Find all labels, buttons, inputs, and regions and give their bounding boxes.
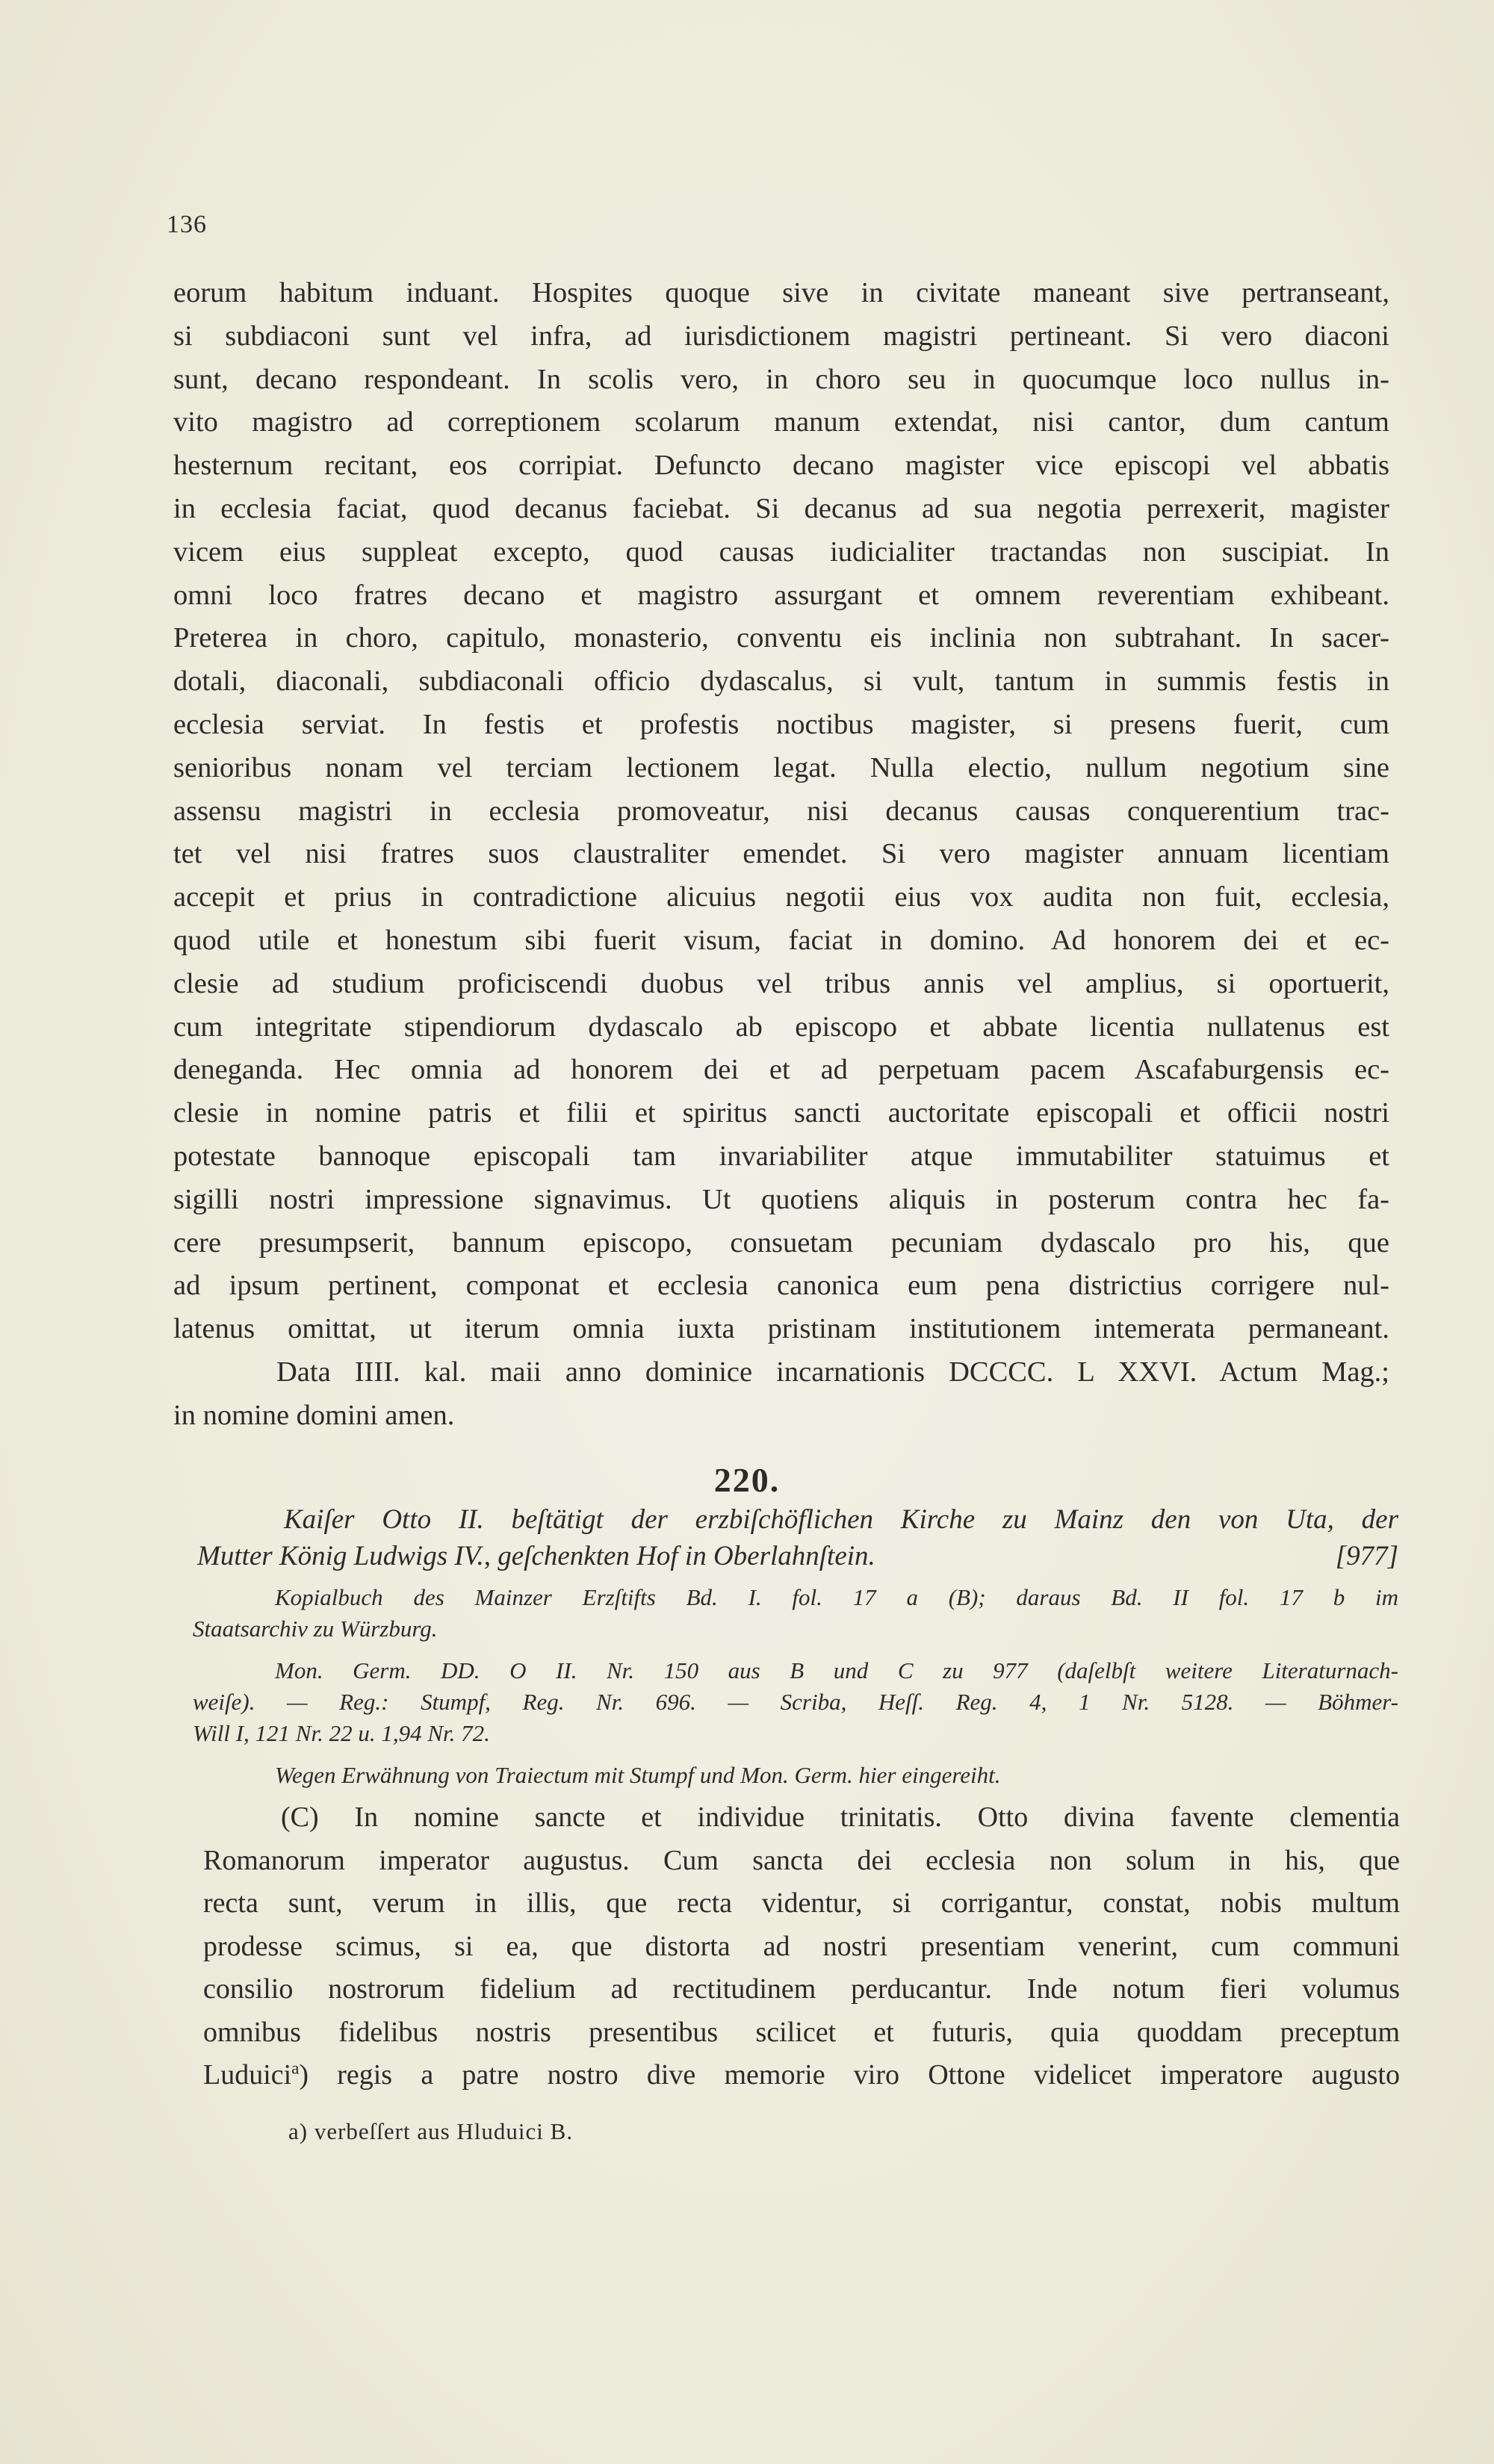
text-line: vicem eius suppleat excepto, quod causas iudicialiter tractandas non suscipiat. In [173, 536, 1389, 568]
document-number: 220. [713, 1461, 781, 1499]
source-line: weiſe). — Reg.: Stumpf, Reg. Nr. 696. — Scriba, Heſſ. Reg. 4, 1 Nr. 5128. — Böhmer- [193, 1689, 1398, 1715]
charter-line-start: Luduici [203, 2059, 292, 2091]
text-line: ecclesia serviat. In festis et profestis noctibus magister, si presens fuerit, cum [173, 708, 1389, 740]
rubric-line [197, 1538, 1398, 1574]
footnote-marker: a [291, 2058, 300, 2078]
source-line: Staatsarchiv zu Würzburg. [193, 1616, 438, 1642]
text-line: ad ipsum pertinent, componat et ecclesia canonica eum pena districtius corrigere nul- [173, 1270, 1389, 1302]
text-line: potestate bannoque episcopali tam invariabiliter atque immutabiliter statuimus et [173, 1140, 1389, 1172]
footnote: a) verbeſſert aus Hluduici B. [288, 2118, 574, 2144]
dating-line: Data IIII. kal. maii anno dominice incarnationis DCCCC. L XXVI. Actum Mag.; [276, 1356, 1389, 1388]
text-line: clesie in nomine patris et filii et spiritus sancti auctoritate episcopali et officii nostri [173, 1097, 1389, 1129]
text-line: latenus omittat, ut iterum omnia iuxta pristinam institutionem intemerata permaneant. [173, 1313, 1389, 1345]
charter-line: Romanorum imperator augustus. Cum sancta dei ecclesia non solum in his, que [203, 1844, 1400, 1876]
text-line: Preterea in choro, capitulo, monasterio, conventu eis inclinia non subtrahant. In sacer- [173, 622, 1389, 654]
charter-line-rest: ) regis a patre nostro dive memorie viro Ottone videlicet imperatore augusto [299, 2059, 1400, 2091]
text-line: sunt, decano respondeant. In scolis vero, in choro seu in quocumque loco nullus in- [173, 363, 1389, 395]
rubric-date: [977] [1335, 1541, 1398, 1571]
source-line: Kopialbuch des Mainzer Erzſtifts Bd. I. fol. 17 a (B); daraus Bd. II fol. 17 b im [275, 1584, 1398, 1610]
text-line: vito magistro ad correptionem scolarum manum extendat, nisi cantor, dum cantum [173, 406, 1389, 438]
source-line: Will I, 121 Nr. 22 u. 1,94 Nr. 72. [193, 1720, 490, 1746]
charter-line [203, 2054, 1400, 2097]
text-line: eorum habitum induant. Hospites quoque sive in civitate maneant sive pertranseant, [173, 277, 1389, 308]
text-line: si subdiaconi sunt vel infra, ad iurisdictionem magistri pertineant. Si vero diaconi [173, 320, 1389, 352]
text-line: assensu magistri in ecclesia promoveatur, nisi decanus causas conquerentium trac- [173, 795, 1389, 827]
charter-text [203, 1796, 1400, 2097]
text-line: cere presumpserit, bannum episcopo, consuetam pecuniam dydascalo pro his, que [173, 1226, 1389, 1259]
source-line: Wegen Erwähnung von Traiectum mit Stumpf und Mon. Germ. hier eingereiht. [275, 1762, 1001, 1788]
text-line: accepit et prius in contradictione alicuius negotii eius vox audita non fuit, ecclesia, [173, 881, 1389, 913]
text-line: sigilli nostri impressione signavimus. Ut quotiens aliquis in posterum contra hec fa- [173, 1183, 1389, 1215]
text-line: in ecclesia faciat, quod decanus faciebat. Si decanus ad sua negotia perrexerit, magister [173, 492, 1389, 524]
document-rubric [197, 1501, 1398, 1574]
rubric-line: Kaiſer Otto II. beſtätigt der erzbiſchöflichen Kirche zu Mainz den von Uta, der [284, 1504, 1398, 1535]
page-number: 136 [167, 211, 207, 238]
source-line: Mon. Germ. DD. O II. Nr. 150 aus B und C zu 977 (daſelbſt weitere Literaturnach- [275, 1657, 1398, 1683]
text-line: clesie ad studium proficiscendi duobus vel tribus annis vel amplius, si oportuerit, [173, 967, 1389, 999]
source-notes [193, 1582, 1398, 1791]
text-line: dotali, diaconali, subdiaconali officio dydascalus, si vult, tantum in summis festis in [173, 665, 1389, 698]
text-line: omni loco fratres decano et magistro assurgant et omnem reverentiam exhibeant. [173, 579, 1389, 611]
text-line: senioribus nonam vel terciam lectionem legat. Nulla electio, nullum negotium sine [173, 751, 1389, 783]
text-line: cum integritate stipendiorum dydascalo ab episcopo et abbate licentia nullatenus est [173, 1011, 1389, 1043]
text-line: quod utile et honestum sibi fuerit visum, faciat in domino. Ad honorem dei et ec- [173, 924, 1389, 956]
dating-line-end: in nomine domini amen. [173, 1399, 455, 1431]
charter-line: consilio nostrorum fidelium ad rectitudinem perducantur. Inde notum fieri volumus [203, 1973, 1400, 2005]
text-line: deneganda. Hec omnia ad honorem dei et ad perpetuam pacem Ascafaburgensis ec- [173, 1054, 1389, 1086]
charter-continuation-text [173, 272, 1389, 1438]
text-line: tet vel nisi fratres suos claustraliter emendet. Si vero magister annuam licentiam [173, 838, 1389, 870]
charter-line: omnibus fidelibus nostris presentibus scilicet et futuris, quia quoddam preceptum [203, 2016, 1400, 2048]
charter-line: recta sunt, verum in illis, que recta videntur, si corrigantur, constat, nobis multum [203, 1887, 1400, 1919]
rubric-line-text: Mutter König Ludwigs IV., geſchenkten Hof in Oberlahnſtein. [197, 1541, 875, 1571]
charter-line: (C) In nomine sancte et individue trinitatis. Otto divina favente clementia [281, 1802, 1400, 1833]
text-line: hesternum recitant, eos corripiat. Defuncto decano magister vice episcopi vel abbatis [173, 450, 1389, 482]
charter-line: prodesse scimus, si ea, que distorta ad nostri presentiam venerint, cum communi [203, 1930, 1400, 1962]
